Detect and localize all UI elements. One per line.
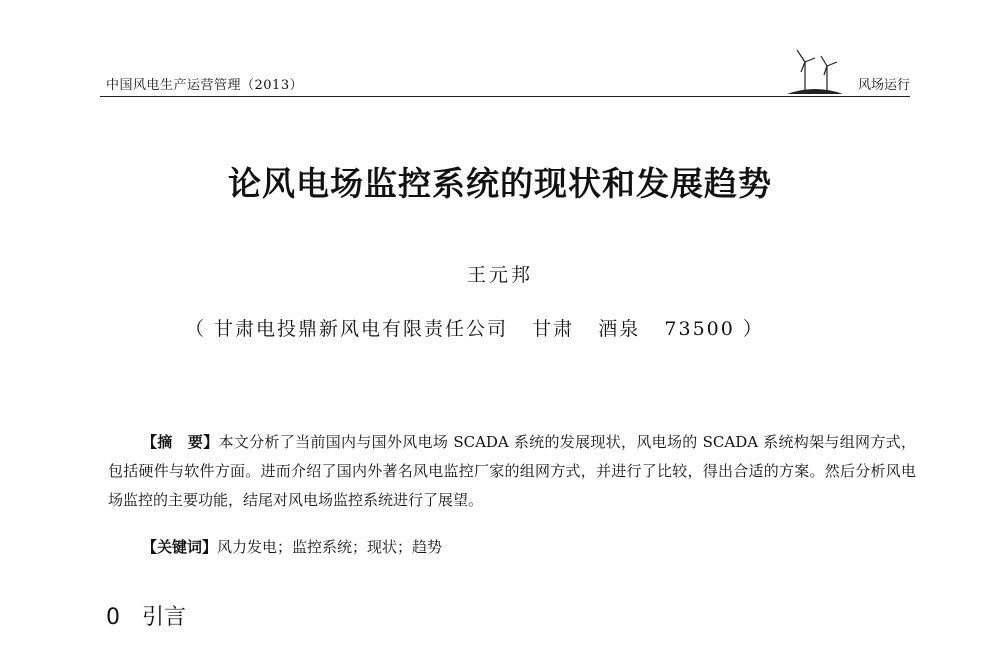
keywords xyxy=(142,536,902,557)
abstract xyxy=(108,428,916,515)
journal-name: 中国风电生产运营管理（2013） xyxy=(106,78,304,93)
author-affiliation: （ 甘肃电投鼎新风电有限责任公司 甘肃 酒泉 73500 ） xyxy=(185,318,764,340)
author-name: 王元邦 xyxy=(466,264,533,286)
keywords-label: 【关键词】 xyxy=(142,538,218,556)
paper-title: 论风电场监控系统的现状和发展趋势 xyxy=(228,164,772,203)
abstract-label: 【摘 要】 xyxy=(142,433,219,451)
section-heading xyxy=(106,600,186,631)
abstract-text: 本文分析了当前国内与国外风电场 SCADA 系统的发展现状，风电场的 SCADA 系统构架与组网方式，包括硬件与软件方面。进而介绍了国内外著名风电监控厂家的组网方式，并进行了比较，得出合适的方案。然后分析风电场监控的主要功能，结尾对风电场监控系统进行了展望。 xyxy=(108,433,916,509)
section-name: 风场运行 xyxy=(857,78,910,93)
section-title: 引言 xyxy=(142,605,187,630)
running-header xyxy=(100,72,910,97)
keywords-text: 风力发电；监控系统；现状；趋势 xyxy=(217,538,443,556)
section-number: 0 xyxy=(106,605,120,630)
